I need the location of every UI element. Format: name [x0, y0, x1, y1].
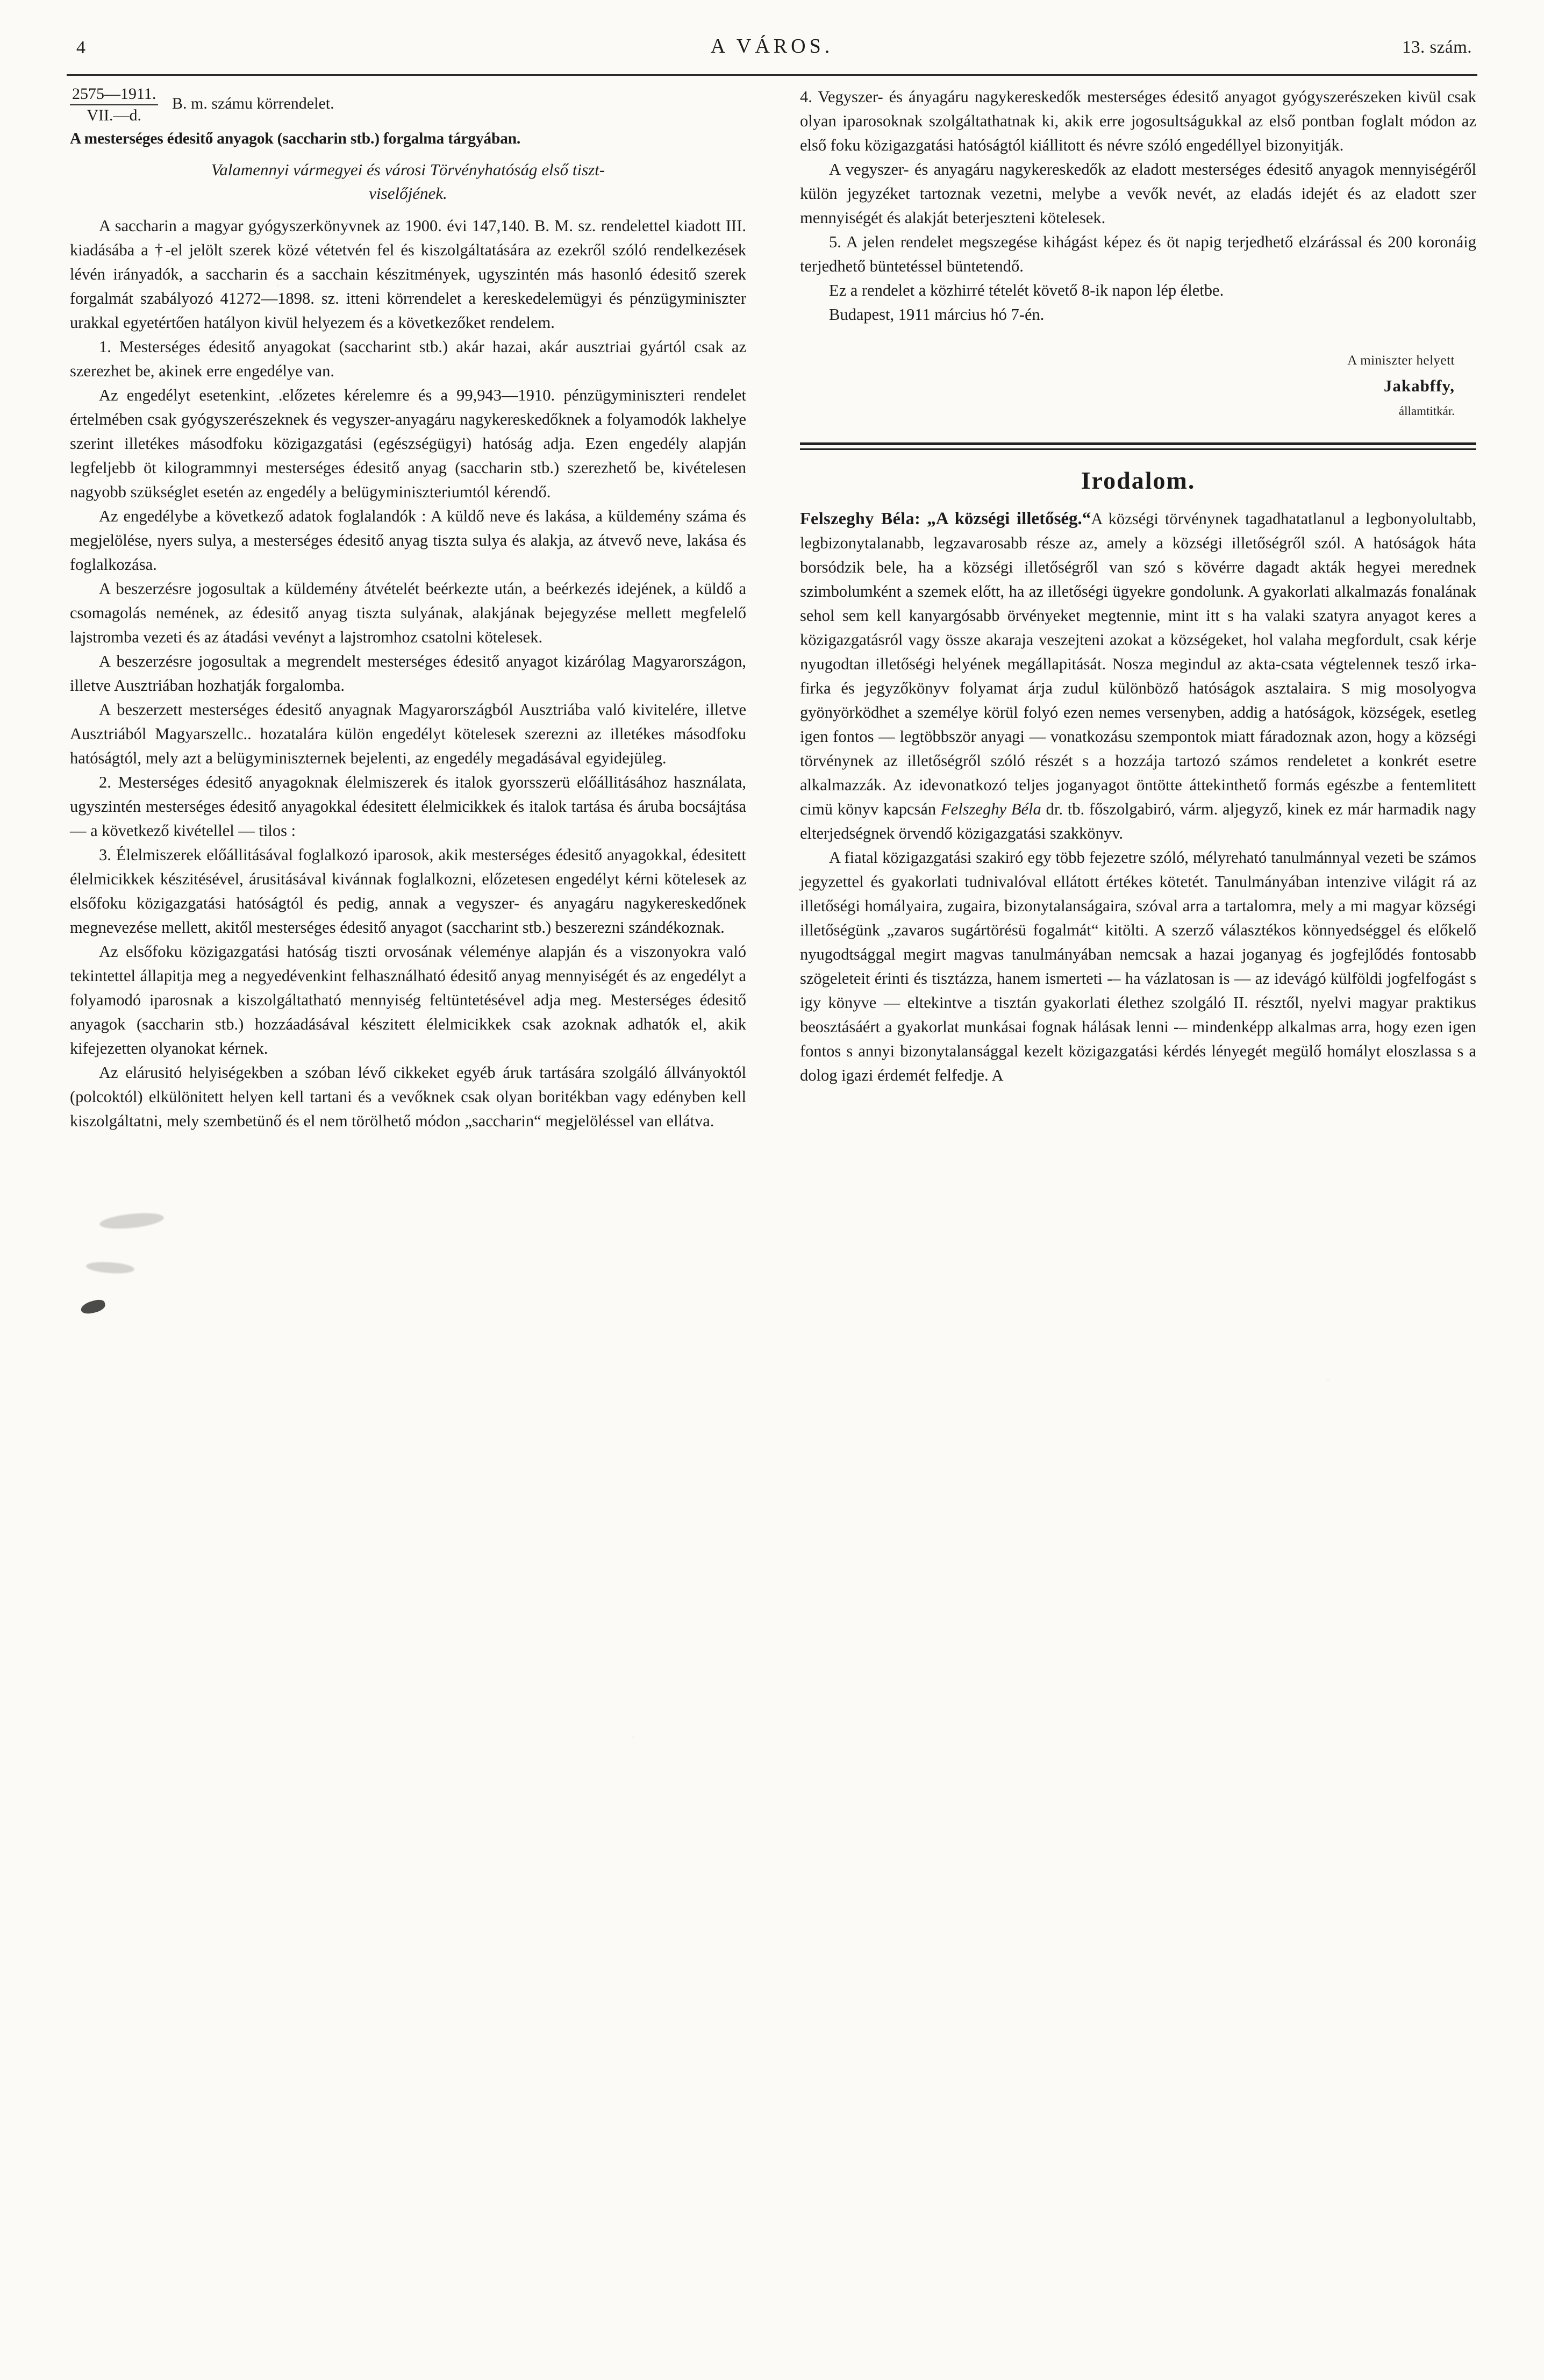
literature-body-2: dr. tb. főszolgabiró, várm. aljegyző, kinek ez már harmadik nagy elterjedségnek örvendő közigazgatási szakkönyv.: [800, 800, 1477, 842]
decree-paragraph: Budapest, 1911 március hó 7-én.: [829, 305, 1045, 324]
decree-paragraph-continued: 4. Vegyszer- és ányagáru nagykereskedők mesterséges édesitő anyagot gyógyszerészeken kivül csak olyan iparosoknak szolgáltathatnak ki, akik erre jogosultságukkal az első pontban foglalt módon az első foku közigazgatási hatóságtól kiállitott és névre szóló engedéllyel bizonyitják.: [800, 88, 1476, 154]
section-heading-irodalom: Irodalom.: [1081, 467, 1196, 494]
page-smudge: [85, 1261, 134, 1275]
literature-body-1: A községi törvénynek tagadhatatlanul a legbonyolultabb, legbizonytalanabb, legzavarosabb része az, amely a községi illetőségről szól. A hatóságok háta borsódzik bele, ha a községi illetőségről van szó s kövérre dagadt akták hegyei merednek szimbolumként a szemek előtt, ha az illetőségi ügyekre gondolunk. A gyakorlati alkalmazás fonalának sehol sem kell kanyargósabb örvényeket megtennie, mint itt s ha valaki szatyra anyagot keres a közigazgatásról vagy össze akaraja veszejteni azokat a községeket, hol valaha megfordult, csak kérje nyugodtan illetőségi helyének megállapitását. Nosza megindul az akta-csata végtelennek tesző irka-firka és jegyzőkönyv folyamat árja zudul különböző hatóságok asztalaira. S mig mosolyogva gyönyörködhet a személye körül folyó ezen nemes versenyben, addig a hatóságok, községek, esetleg igen fontos — legtöbbször anyagi — vonatkozásu szempontok miatt fáradoznak azon, hogy a községi törvénynek az illetőségről szóló részét s a hozzája tartozó számos rendeletet a konkrét esetre alkalmazzák. Az idevonatkozó teljes joganyagot öntötte áttekinthető formás egészbe a fentemlitett cimü könyv kapcsán: [800, 510, 1477, 818]
literature-body-3: A fiatal közigazgatási szakiró egy több fejezetre szóló, mélyreható tanulmánnyal vezeti be számos jegyzettel és gyakorlati tudnivalóval ellátott értékes kötetét. Tanulmányában intenzive világit rá az illetőségi homályaira, zugaira, bizonytalanságaira, szóval arra a tartalomra, mely a mi magyar községi illetőségünk „zavaros sugártörésü fogalmát“ kitölti. A szerző választékos könnyedséggel és előkelő nyugodtsággal megirt magvas tanulmányában nemcsak a hazai joganyag és jogfejlődés fontosabb szögeleteit érinti és tisztázza, hanem ismerteti -– ha vázlatosan is — az idevágó külföldi jogfelfogást s igy könyve — eltekintve a tisztán gyakorlati élethez szolgáló II. résztől, nyelvi magyar praktikus beosztásáért a gyakorlat munkásai fognak hálásak lenni -– mindenképp alkalmas arra, hogy ezen igen fontos s annyi bizonytalansággal kezelt közigazgatási kérdés lényegét megülő homályt eloszlassa s a dolog igazi érdemét felfedje. A: [800, 848, 1476, 1084]
decree-reference-fraction: [70, 85, 158, 125]
signature-prefix: A miniszter helyett: [1347, 353, 1455, 368]
decree-paragraph: A saccharin a magyar gyógyszerkönyvnek az 1900. évi 147,140. B. M. sz. rendelettel kiadott III. kiadásába a †-el jelölt szerek közé vétetvén fel és kiszolgáltatására az ezekről szóló rendelkezések lévén irányadók, a saccharin és a sacchain készitmények, ugyszintén más hasonló édesitő szerek forgalmát szabályozó 41272—1898. sz. itteni körrendelet a kereskedelemügyi és pénzügyminiszter urakkal egyetértően hatályon kivül helyezem és a következőket rendelem.: [70, 217, 746, 332]
signature-role: államtitkár.: [1398, 404, 1455, 418]
page-header: [52, 28, 1492, 74]
decree-reference-kind: B. m. számu körrendelet.: [172, 94, 334, 112]
decree-reference-denominator: VII.—d.: [87, 106, 142, 124]
decree-paragraph: Az elsőfoku közigazgatási hatóság tiszti orvosának véleménye alapján és a viszonyokra való tekintettel állapitja meg a negyedévenkint felhasználható édesitő anyag mennyiségét és az engedélyt a folyamodó iparosnak a kiszolgáltatható mennyiség feltüntetésével adja meg. Mesterséges édesitő anyagok (saccharin stb.) hozzáadásával készitett élelmicikkek csak azoknak adhatók el, akik kifejezetten olyanokat kérnek.: [70, 942, 746, 1057]
ink-blot: [80, 1298, 106, 1316]
decree-paragraph: 2. Mesterséges édesitő anyagoknak élelmiszerek és italok gyorsszerü előállitásához használata, ugyszintén mesterséges édesitő anyagokkal édesitett élelmicikkek és italok tartása és áruba bocsájtása — a következő kivétellel — tilos :: [70, 773, 746, 840]
signature-name: Jakabffy,: [1383, 376, 1455, 395]
page-number: 4: [76, 38, 86, 58]
decree-paragraph: 3. Élelmiszerek előállitásával foglalkozó iparosok, akik mesterséges édesitő anyagokkal, édesitett élelmicikkek készitésével, árusitásával kivánnak foglalkozni, előzetesen engedélyt kérni kötelesek az elsőfoku közigazgatási hatóságtól és pedig, annak a vegyszer- és anyagáru nagykereskedőnek megnevezése mellett, akitől mesterséges édesitő anyagot (saccharint stb.) beszerezni szándékoznak.: [70, 846, 746, 937]
page-smudge: [99, 1211, 165, 1231]
literature-entry: [800, 506, 1476, 846]
column-right: [800, 85, 1476, 1088]
header-rule: [67, 74, 1477, 76]
publication-title: A VÁROS.: [710, 35, 834, 58]
decree-reference-numerator: 2575—1911.: [70, 85, 158, 105]
decree-addressee-line2: viselőjének.: [369, 184, 447, 203]
section-separator: [800, 442, 1476, 450]
decree-reference: [70, 85, 746, 125]
decree-paragraph: Ez a rendelet a közhirré tételét követő 8-ik napon lép életbe.: [829, 281, 1224, 299]
decree-paragraph: A beszerzésre jogosultak a megrendelt mesterséges édesitő anyagot kizárólag Magyarországon, illetve Ausztriában hozhatják forgalomba.: [70, 652, 746, 695]
decree-paragraph: A beszerzésre jogosultak a küldemény átvételét beérkezte után, a beérkezés idejének, a küldő a csomagolás nemének, az édesitő anyag tiszta sulyának, alakjának bejegyzése mellett megfelelő lajstromba vezeti és az átadási vevényt a lajstromhoz csatolni kötelesek.: [70, 580, 746, 646]
literature-cited-work: Felszeghy Béla: [941, 800, 1041, 818]
decree-addressee: [70, 158, 746, 205]
decree-paragraph: A vegyszer- és anyagáru nagykereskedők az eladott mesterséges édesitő anyagok mennyiségéről külön jegyzéket tartoznak vezetni, melybe a vevők nevét, az eladás idejét és az eladott szer mennyiségét és alakját beterjeszteni kötelesek.: [800, 160, 1476, 227]
issue-number: 13. szám.: [1402, 38, 1472, 57]
decree-paragraph: 1. Mesterséges édesitő anyagokat (saccharint stb.) akár hazai, akár ausztriai gyártól csak az szerezhet be, akinek erre engedélye van.: [70, 338, 746, 380]
literature-author: Felszeghy Béla:: [800, 509, 921, 528]
decree-paragraph: Az elárusitó helyiségekben a szóban lévő cikkeket egyéb áruk tartására szolgáló állványoktól (polcoktól) elkülönitett helyen kell tartani és a vevőknek csak olyan boritékban vagy edényben kell kiszolgáltatni, mely szembetünő és el nem törölhető módon „saccharin“ megjelöléssel van ellátva.: [70, 1063, 746, 1130]
decree-paragraph: Az engedélyt esetenkint, .előzetes kérelemre és a 99,943—1910. pénzügyminiszteri rendelet értelmében csak gyógyszerészeknek és vegyszer-anyagáru nagykereskedőknek a folyamodók lakhelye szerint illetékes másodfoku közigazgatási (egészségügyi) hatóság adja. Ezen engedély alapján legfeljebb öt kilogrammnyi mesterséges édesitő anyag (saccharin stb.) szerezhető be, kivételesen nagyobb szükséglet esetén az engedély a belügyminiszteriumtól kérendő.: [70, 386, 746, 501]
literature-title: „A községi illetőség.“: [927, 509, 1091, 528]
decree-paragraph: 5. A jelen rendelet megszegése kihágást képez és öt napig terjedhető elzárással és 200 koronáig terjedhető büntetéssel büntetendő.: [800, 233, 1476, 275]
decree-addressee-line1: Valamennyi vármegyei és városi Törvényhatóság első tiszt-: [211, 160, 605, 179]
page-sheet: [52, 28, 1492, 2356]
decree-paragraph: A beszerzett mesterséges édesitő anyagnak Magyarországból Ausztriába való kivitelére, illetve Ausztriából Magyarszellc.. hozatalára külön engedélyt kötelesek szerezni az illetékes másodfoku hatóságtól, mely azt a belügyminiszternek bejelenti, az engedély megadásával egyidejüleg.: [70, 701, 746, 767]
decree-paragraph: Az engedélybe a következő adatok foglalandók : A küldő neve és lakása, a küldemény száma és megjelölése, nyers sulya, a mesterséges édesitő anyag tiszta sulya és alakja, az átvevő neve, lakása és foglalkozása.: [70, 507, 746, 574]
decree-title: A mesterséges édesitő anyagok (saccharin stb.) forgalma tárgyában.: [70, 130, 521, 147]
decree-signature: [800, 348, 1476, 423]
column-left: [70, 85, 746, 1133]
